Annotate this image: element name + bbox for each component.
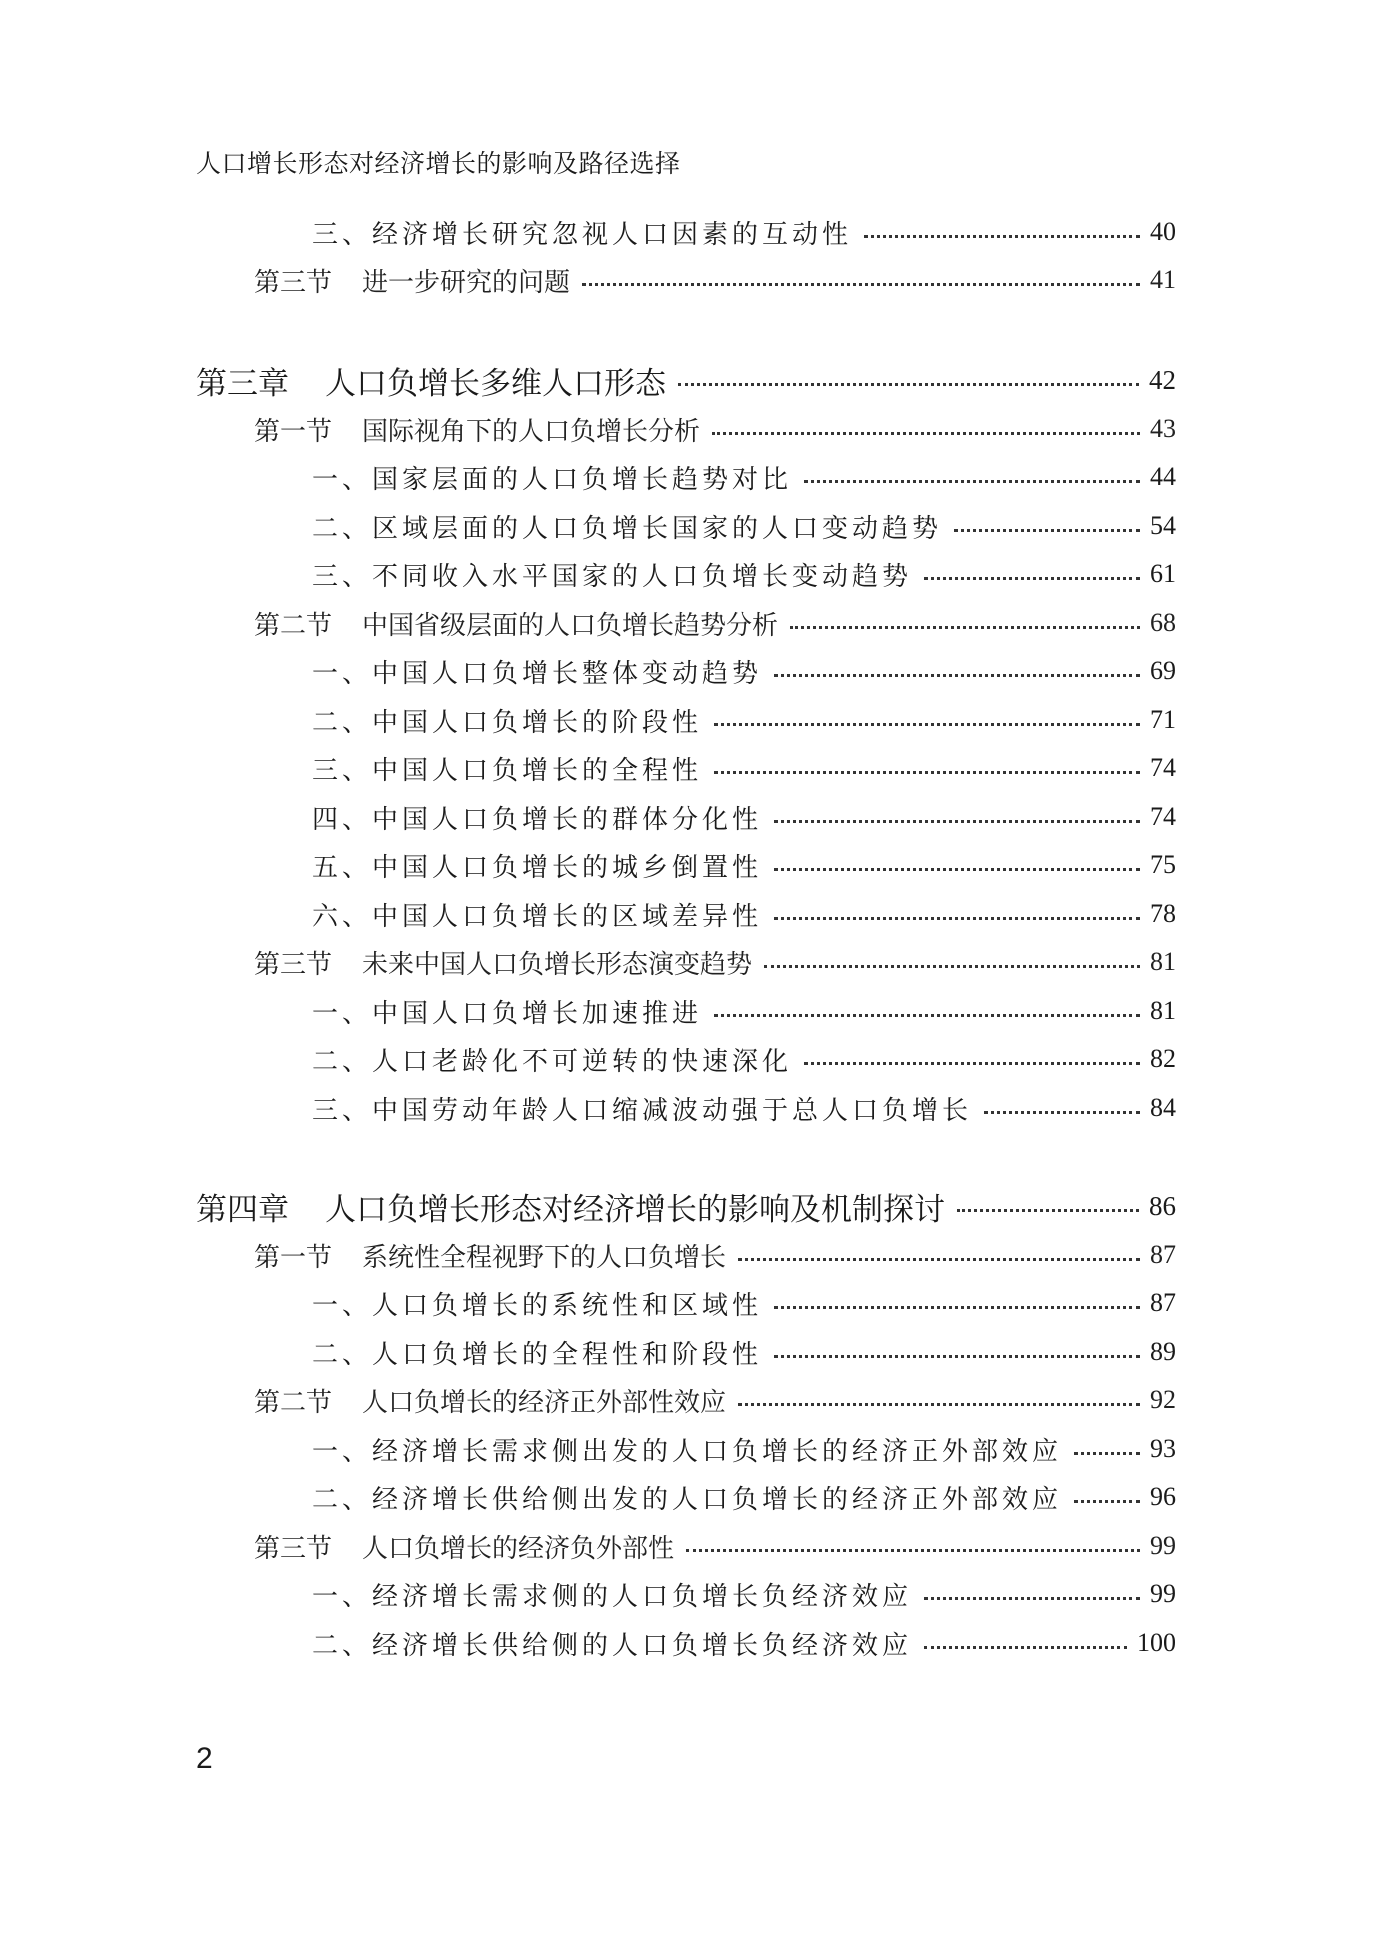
dot-leader <box>714 771 1140 774</box>
toc-entry-title: 四、中国人口负增长的群体分化性 <box>312 804 763 835</box>
toc-entry-label <box>312 1041 792 1078</box>
toc-page-number: 41 <box>1150 265 1176 294</box>
dot-leader <box>864 235 1140 238</box>
toc-item[interactable] <box>312 700 1176 740</box>
dot-leader <box>984 1111 1140 1114</box>
toc-page-number: 81 <box>1150 996 1176 1025</box>
toc-item[interactable] <box>312 506 1176 546</box>
dot-leader <box>678 383 1139 386</box>
dot-leader <box>774 1306 1140 1309</box>
toc-item[interactable] <box>312 1429 1176 1469</box>
dot-leader <box>764 965 1140 968</box>
toc-entry-label <box>312 508 942 545</box>
toc-entry-title: 二、经济增长供给侧的人口负增长负经济效应 <box>312 1630 913 1661</box>
toc-entry-number: 第二节 <box>254 610 333 641</box>
toc-entry-title: 二、中国人口负增长的阶段性 <box>312 707 703 738</box>
toc-page-number: 68 <box>1150 608 1176 637</box>
toc-entry-label <box>312 896 762 933</box>
toc-entry-number: 第三章 <box>196 365 289 402</box>
toc-entry-title: 二、人口老龄化不可逆转的快速深化 <box>312 1046 793 1077</box>
toc-section[interactable] <box>254 260 1176 300</box>
toc-entry-label <box>254 262 570 299</box>
toc-item[interactable] <box>312 1039 1176 1079</box>
toc-entry-title: 一、人口负增长的系统性和区域性 <box>312 1290 763 1321</box>
toc-entry-number: 第三节 <box>254 949 333 980</box>
toc-entry-label <box>312 799 762 836</box>
toc-item[interactable] <box>312 457 1176 497</box>
toc-entry-label <box>254 1237 726 1274</box>
toc-item[interactable] <box>312 554 1176 594</box>
toc-entry-title: 进一步研究的问题 <box>362 267 571 298</box>
toc-entry-label <box>312 1090 972 1127</box>
toc-entry-label <box>196 358 666 403</box>
toc-page-number: 75 <box>1150 850 1176 879</box>
toc-entry-title: 二、人口负增长的全程性和阶段性 <box>312 1339 763 1370</box>
toc-page-number: 87 <box>1150 1240 1176 1269</box>
toc-page-number: 42 <box>1149 364 1176 395</box>
toc-page-number: 54 <box>1150 511 1176 540</box>
toc-section[interactable] <box>254 1526 1176 1566</box>
toc-page-number: 71 <box>1150 705 1176 734</box>
toc-entry-title: 人口负增长多维人口形态 <box>325 365 666 402</box>
toc-page-number: 43 <box>1150 414 1176 443</box>
toc-page-number: 69 <box>1150 656 1176 685</box>
dot-leader <box>774 674 1140 677</box>
toc-entry-title: 人口负增长的经济负外部性 <box>362 1533 675 1564</box>
toc-page-number: 44 <box>1150 462 1176 491</box>
toc-item[interactable] <box>312 1088 1176 1128</box>
toc-entry-title: 一、经济增长需求侧的人口负增长负经济效应 <box>312 1581 913 1612</box>
toc-entry-title: 五、中国人口负增长的城乡倒置性 <box>312 852 763 883</box>
toc-section[interactable] <box>254 942 1176 982</box>
running-header: 人口增长形态对经济增长的影响及路径选择 <box>196 149 681 178</box>
toc-entry-label <box>312 1285 762 1322</box>
toc-section[interactable] <box>254 1380 1176 1420</box>
dot-leader <box>714 1014 1140 1017</box>
toc-entry-number: 第二节 <box>254 1387 333 1418</box>
toc-page-number: 86 <box>1149 1190 1176 1221</box>
toc-entry-title: 系统性全程视野下的人口负增长 <box>362 1242 727 1273</box>
toc-entry-title: 一、经济增长需求侧出发的人口负增长的经济正外部效应 <box>312 1436 1063 1467</box>
dot-leader <box>774 1355 1140 1358</box>
toc-entry-title: 三、中国劳动年龄人口缩减波动强于总人口负增长 <box>312 1095 973 1126</box>
toc-entry-title: 人口负增长的经济正外部性效应 <box>362 1387 727 1418</box>
toc-page-number: 61 <box>1150 559 1176 588</box>
toc-entry-label <box>196 1184 945 1229</box>
toc-entry-label <box>254 605 778 642</box>
toc-page-number: 100 <box>1137 1628 1176 1657</box>
toc-page-number: 74 <box>1150 802 1176 831</box>
toc-item[interactable] <box>312 651 1176 691</box>
toc-page-number: 40 <box>1150 217 1176 246</box>
toc-entry-title: 中国省级层面的人口负增长趋势分析 <box>362 610 779 641</box>
dot-leader <box>804 480 1140 483</box>
dot-leader <box>738 1403 1140 1406</box>
toc-page-number: 78 <box>1150 899 1176 928</box>
toc-entry-label <box>312 993 702 1030</box>
toc-item[interactable] <box>312 212 1176 252</box>
toc-entry-title: 国际视角下的人口负增长分析 <box>362 416 701 447</box>
toc-section[interactable] <box>254 409 1176 449</box>
dot-leader <box>738 1258 1140 1261</box>
toc-entry-label <box>312 847 762 884</box>
toc-item[interactable] <box>312 991 1176 1031</box>
toc-entry-title: 未来中国人口负增长形态演变趋势 <box>362 949 753 980</box>
toc-chapter[interactable] <box>196 360 1176 400</box>
toc-item[interactable] <box>312 1283 1176 1323</box>
toc-item[interactable] <box>312 1623 1176 1663</box>
dot-leader <box>790 626 1140 629</box>
toc-entry-label <box>312 1625 912 1662</box>
toc-entry-title: 六、中国人口负增长的区域差异性 <box>312 901 763 932</box>
toc-entry-title: 二、经济增长供给侧出发的人口负增长的经济正外部效应 <box>312 1484 1063 1515</box>
toc-page-number: 89 <box>1150 1337 1176 1366</box>
toc-entry-label <box>312 1334 762 1371</box>
dot-leader <box>712 432 1140 435</box>
toc-page-number: 87 <box>1150 1288 1176 1317</box>
toc-chapter[interactable] <box>196 1186 1176 1226</box>
page-number: 2 <box>196 1742 213 1775</box>
toc-page-number: 99 <box>1150 1579 1176 1608</box>
dot-leader <box>1074 1452 1140 1455</box>
toc-entry-label <box>312 214 852 251</box>
toc-page-number: 93 <box>1150 1434 1176 1463</box>
toc-entry-label <box>254 1382 726 1419</box>
toc-entry-number: 第三节 <box>254 1533 333 1564</box>
dot-leader <box>774 820 1140 823</box>
toc-section[interactable] <box>254 1235 1176 1275</box>
toc-entry-label <box>312 459 792 496</box>
toc-entry-title: 三、中国人口负增长的全程性 <box>312 755 703 786</box>
toc-entry-title: 一、中国人口负增长整体变动趋势 <box>312 658 763 689</box>
toc-page-number: 92 <box>1150 1385 1176 1414</box>
toc-page-number: 96 <box>1150 1482 1176 1511</box>
dot-leader <box>686 1549 1140 1552</box>
dot-leader <box>924 1597 1140 1600</box>
dot-leader <box>957 1209 1139 1212</box>
toc-entry-number: 第一节 <box>254 416 333 447</box>
toc-entry-label <box>312 702 702 739</box>
toc-item[interactable] <box>312 894 1176 934</box>
dot-leader <box>1074 1500 1140 1503</box>
toc-entry-label <box>312 653 762 690</box>
toc-item[interactable] <box>312 1477 1176 1517</box>
toc-page-number: 99 <box>1150 1531 1176 1560</box>
dot-leader <box>714 723 1140 726</box>
toc-entry-label <box>312 556 912 593</box>
toc-entry-title: 三、经济增长研究忽视人口因素的互动性 <box>312 219 853 250</box>
toc-entry-title: 三、不同收入水平国家的人口负增长变动趋势 <box>312 561 913 592</box>
toc-entry-title: 人口负增长形态对经济增长的影响及机制探讨 <box>325 1191 945 1228</box>
toc-section[interactable] <box>254 603 1176 643</box>
toc-entry-label <box>312 1576 912 1613</box>
toc-item[interactable] <box>312 1574 1176 1614</box>
toc-item[interactable] <box>312 748 1176 788</box>
toc-entry-number: 第三节 <box>254 267 333 298</box>
toc-entry-label <box>254 1528 674 1565</box>
toc-item[interactable] <box>312 1332 1176 1372</box>
toc-item[interactable] <box>312 797 1176 837</box>
toc-entry-label <box>312 750 702 787</box>
toc-page-number: 84 <box>1150 1093 1176 1122</box>
toc-entry-title: 一、国家层面的人口负增长趋势对比 <box>312 464 793 495</box>
dot-leader <box>924 577 1140 580</box>
toc-entry-label <box>254 944 752 981</box>
dot-leader <box>774 917 1140 920</box>
dot-leader <box>774 868 1140 871</box>
toc-entry-title: 二、区域层面的人口负增长国家的人口变动趋势 <box>312 513 943 544</box>
toc-entry-label <box>312 1431 1062 1468</box>
toc-page-number: 81 <box>1150 947 1176 976</box>
dot-leader <box>582 283 1140 286</box>
toc-page-number: 74 <box>1150 753 1176 782</box>
dot-leader <box>924 1646 1127 1649</box>
toc-page-number: 82 <box>1150 1044 1176 1073</box>
dot-leader <box>954 529 1140 532</box>
toc-item[interactable] <box>312 845 1176 885</box>
toc-entry-label <box>254 411 700 448</box>
toc-entry-number: 第一节 <box>254 1242 333 1273</box>
dot-leader <box>804 1062 1140 1065</box>
toc-entry-title: 一、中国人口负增长加速推进 <box>312 998 703 1029</box>
toc-entry-label <box>312 1479 1062 1516</box>
toc-entry-number: 第四章 <box>196 1191 289 1228</box>
